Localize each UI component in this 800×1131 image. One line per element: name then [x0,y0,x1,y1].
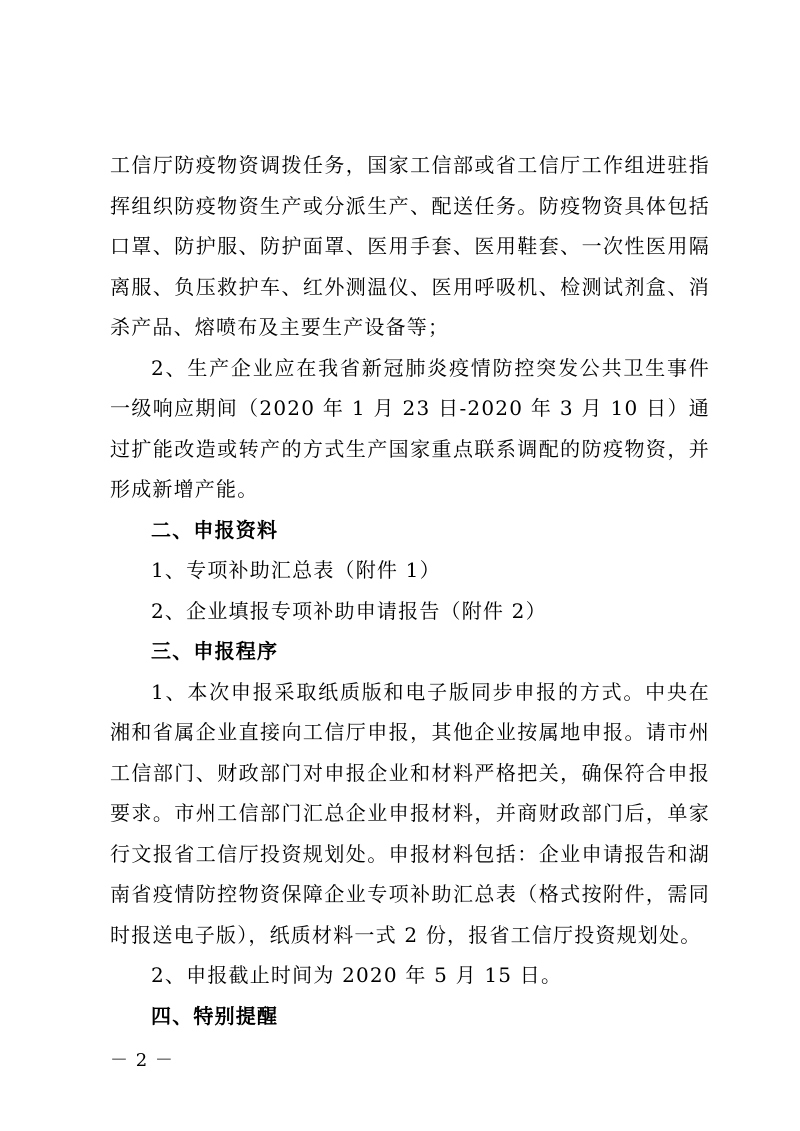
document-body [110,145,710,1036]
paragraph-continuation: 工信厅防疫物资调拨任务，国家工信部或省工信厅工作组进驻指挥组织防疫物资生产或分派生产、配送任务。防疫物资具体包括口罩、防护服、防护面罩、医用手套、医用鞋套、一次性医用隔离服、负压救护车、红外测温仪、医用呼吸机、检测试剂盒、消杀产品、熔喷布及主要生产设备等； [110,153,710,339]
materials-item-2: 2、企业填报专项补助申请报告（附件 2） [151,598,547,623]
section-heading-procedure: 三、申报程序 [151,639,279,663]
paragraph-requirement-2: 2、生产企业应在我省新冠肺炎疫情防控突发公共卫生事件一级响应期间（2020 年 1 月 23 日-2020 年 3 月 10 日）通过扩能改造或转产的方式生产国家重点联系调配的防疫物资，并形成新增产能。 [110,355,710,501]
procedure-item-2: 2、申报截止时间为 2020 年 5 月 15 日。 [151,963,563,987]
section-heading-materials: 二、申报资料 [151,517,279,542]
materials-item-1: 1、专项补助汇总表（附件 1） [151,558,441,582]
procedure-item-1: 1、本次申报采取纸质版和电子版同步申报的方式。中央在湘和省属企业直接向工信厅申报，其他企业按属地申报。请市州工信部门、财政部门对申报企业和材料严格把关，确保符合申报要求。市州工信部门汇总企业申报材料，并商财政部门后，单家行文报省工信厅投资规划处。申报材料包括：企业申请报告和湖南省疫情防控物资保障企业专项补助汇总表（格式按附件，需同时报送电子版），纸质材料一式 2 份，报省工信厅投资规划处。 [110,679,710,947]
page-number: － 2 － [110,1050,174,1071]
section-heading-reminder: 四、特别提醒 [151,1003,279,1028]
